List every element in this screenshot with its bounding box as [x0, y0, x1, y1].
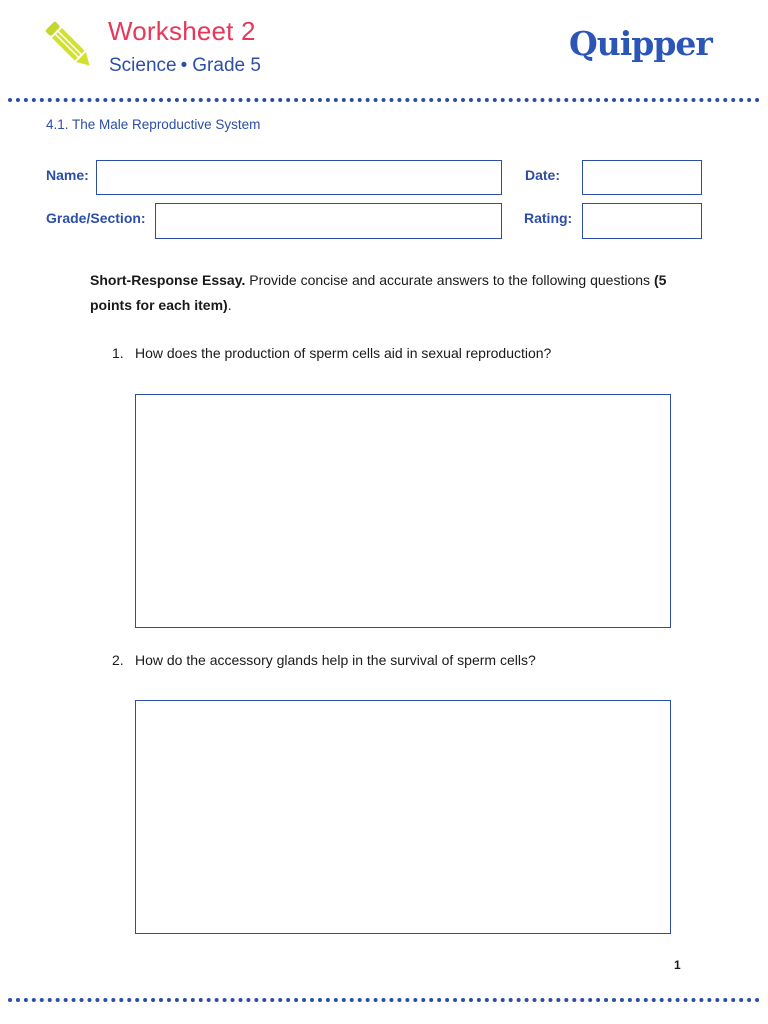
- worksheet-subtitle: [109, 55, 261, 77]
- rating-field[interactable]: [582, 203, 702, 239]
- answer-box-1[interactable]: [135, 394, 671, 628]
- subtitle-separator: •: [180, 55, 188, 76]
- answer-box-2[interactable]: [135, 700, 671, 934]
- top-divider: [8, 98, 760, 102]
- instructions-heading: Short-Response Essay.: [90, 272, 246, 288]
- question-text: How do the accessory glands help in the survival of sperm cells?: [135, 652, 536, 668]
- page-number: 1: [674, 958, 681, 972]
- name-label: Name:: [46, 167, 89, 183]
- date-field[interactable]: [582, 160, 702, 195]
- question-2: [112, 652, 536, 668]
- grade-section-label: Grade/Section:: [46, 210, 146, 226]
- grade-label: Grade 5: [192, 55, 261, 76]
- instructions-points: (5 points for each item): [90, 272, 667, 313]
- subject-label: Science: [109, 55, 177, 76]
- rating-label: Rating:: [524, 210, 573, 226]
- bottom-divider: [8, 998, 760, 1002]
- brand-logo: Quipper: [569, 24, 712, 63]
- grade-section-field[interactable]: [155, 203, 502, 239]
- instructions-body: Provide concise and accurate answers to the following questions: [245, 272, 654, 288]
- lesson-title: 4.1. The Male Reproductive System: [46, 117, 261, 132]
- instructions: [90, 268, 695, 318]
- date-label: Date:: [525, 167, 561, 183]
- instructions-end: .: [227, 297, 232, 313]
- question-number: 2.: [112, 652, 124, 668]
- question-1: [112, 345, 551, 361]
- question-number: 1.: [112, 345, 124, 361]
- name-field[interactable]: [96, 160, 502, 195]
- worksheet-title: Worksheet 2: [108, 16, 256, 46]
- question-text: How does the production of sperm cells aid in sexual reproduction?: [135, 345, 552, 361]
- pencil-icon: [40, 14, 98, 76]
